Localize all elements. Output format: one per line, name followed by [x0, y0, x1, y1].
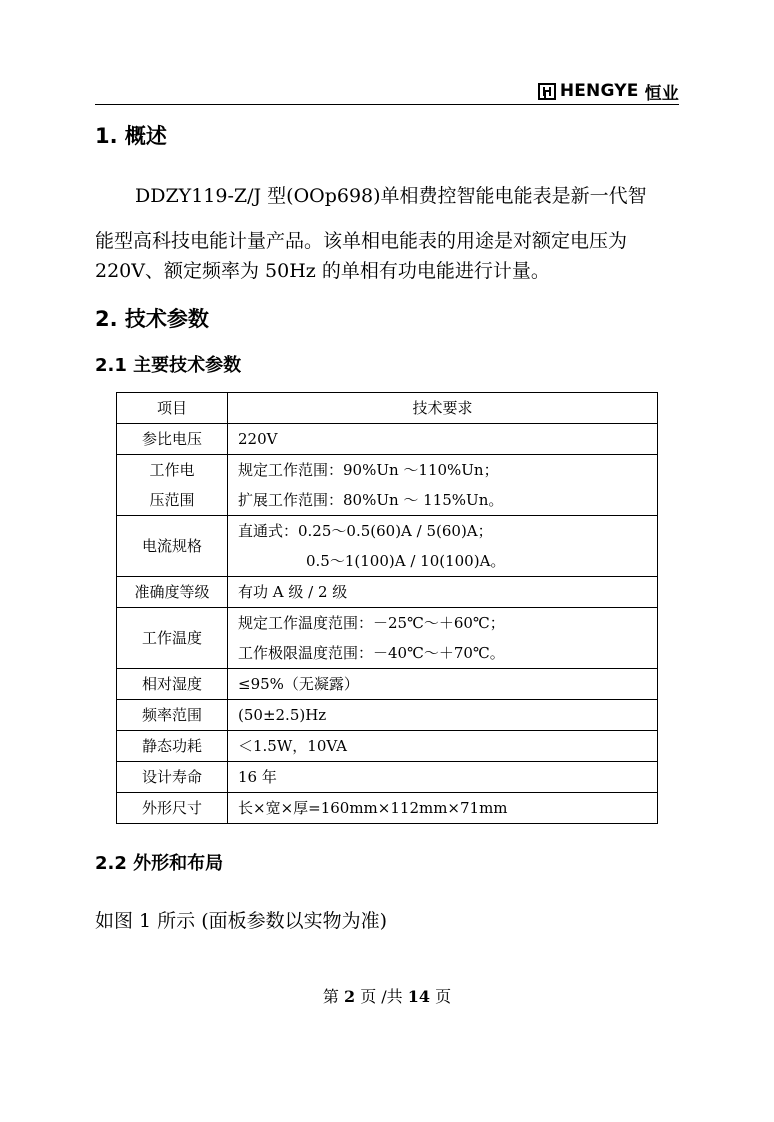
figure-caption: 如图 1 所示 (面板参数以实物为准): [95, 910, 388, 932]
header-rule: [95, 104, 679, 105]
section-1-title: 1. 概述: [95, 124, 167, 148]
row-value: [228, 455, 658, 516]
table-row: [117, 793, 658, 824]
table-row: [117, 669, 658, 700]
section-2-2-title: 2.2 外形和布局: [95, 853, 224, 874]
page-footer: [0, 984, 774, 1007]
table-row: [117, 700, 658, 731]
row-key: 静态功耗: [117, 731, 228, 762]
row-key: 参比电压: [117, 424, 228, 455]
table-row: [117, 608, 658, 669]
logo-cn: 恒业: [644, 83, 679, 104]
section-2-1-title: 2.1 主要技术参数: [95, 355, 242, 376]
row-value: 有功 A 级 / 2 级: [228, 577, 658, 608]
overview-line-3: 220V、额定频率为 50Hz 的单相有功电能进行计量。: [95, 260, 550, 282]
row-value-line: 扩展工作范围：80%Un ～ 115%Un。: [238, 491, 504, 509]
overview-line-2: 能型高科技电能计量产品。该单相电能表的用途是对额定电压为: [95, 230, 628, 252]
table-row: [117, 577, 658, 608]
table-row: [117, 731, 658, 762]
row-value-line: 直通式：0.25～0.5(60)A / 5(60)A；: [238, 522, 493, 540]
company-logo: [538, 80, 679, 102]
table-row: [117, 516, 658, 577]
row-value: 16 年: [228, 762, 658, 793]
row-key: 外形尺寸: [117, 793, 228, 824]
row-value: (50±2.5)Hz: [228, 700, 658, 731]
footer-mid: 页 /共: [360, 987, 403, 1006]
row-value: 220V: [228, 424, 658, 455]
row-value-line: 0.5～1(100)A / 10(100)A。: [306, 552, 506, 570]
row-value: ＜1.5W，10VA: [228, 731, 658, 762]
page-number: 2: [343, 987, 356, 1006]
row-value-line: 工作极限温度范围：－40℃～＋70℃。: [238, 644, 505, 662]
row-key: [117, 455, 228, 516]
table-row: [117, 424, 658, 455]
section-2-title: 2. 技术参数: [95, 307, 209, 331]
row-value: [228, 608, 658, 669]
header-requirement: 技术要求: [228, 393, 658, 424]
row-value-line: 规定工作范围：90%Un ～110%Un；: [238, 461, 499, 479]
table-header-row: [117, 393, 658, 424]
row-value: [228, 516, 658, 577]
row-key: 工作温度: [117, 608, 228, 669]
page-total: 14: [407, 987, 431, 1006]
row-key-line: 压范围: [149, 491, 195, 509]
row-key: 频率范围: [117, 700, 228, 731]
row-value-line: 规定工作温度范围：－25℃～＋60℃；: [238, 614, 505, 632]
overview-line-1: DDZY119-Z/J 型(OOp698)单相费控智能电能表是新一代智: [135, 185, 647, 207]
row-key: 设计寿命: [117, 762, 228, 793]
overview-paragraph: [95, 181, 685, 286]
row-key: 准确度等级: [117, 577, 228, 608]
row-value: ≤95%（无凝露）: [228, 669, 658, 700]
row-key-line: 工作电: [149, 461, 195, 479]
table-row: [117, 762, 658, 793]
row-key: 相对湿度: [117, 669, 228, 700]
footer-pre: 第: [322, 987, 339, 1006]
logo-mark-icon: [538, 83, 556, 100]
footer-post: 页: [435, 987, 452, 1006]
row-value: 长×宽×厚=160mm×112mm×71mm: [228, 793, 658, 824]
row-key: 电流规格: [117, 516, 228, 577]
logo-text: HENGYE: [559, 81, 639, 101]
table-row: [117, 455, 658, 516]
header-item: 项目: [117, 393, 228, 424]
spec-table: [116, 392, 658, 824]
